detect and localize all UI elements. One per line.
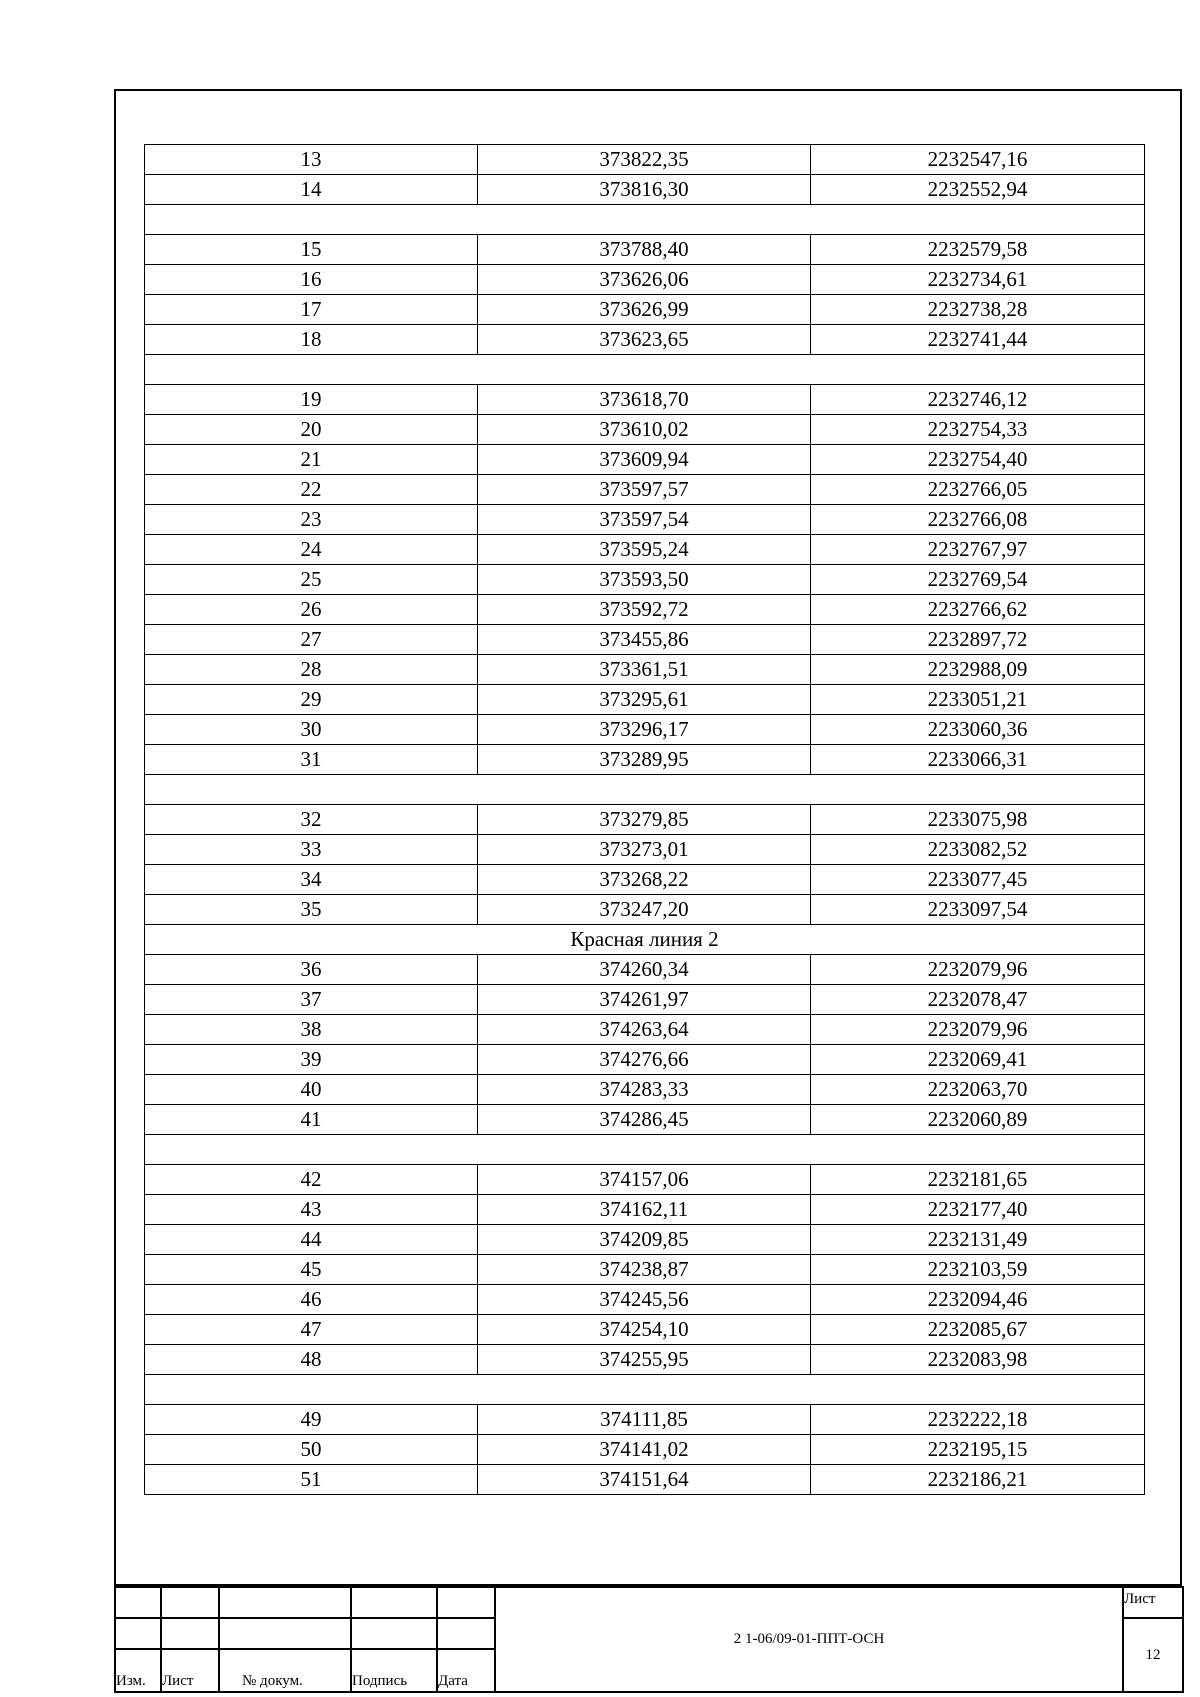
x-coordinate-cell: 373279,85 <box>478 805 811 835</box>
spacer-cell <box>145 1375 1145 1405</box>
table-row <box>145 175 1145 205</box>
x-coordinate-cell: 374238,87 <box>478 1255 811 1285</box>
stamp-label-sheet: Лист <box>161 1649 219 1692</box>
spacer-cell <box>145 355 1145 385</box>
point-number-cell: 28 <box>145 655 478 685</box>
coordinates-table-body <box>145 145 1145 1495</box>
x-coordinate-cell: 373247,20 <box>478 895 811 925</box>
x-coordinate-cell: 373273,01 <box>478 835 811 865</box>
y-coordinate-cell: 2232060,89 <box>811 1105 1145 1135</box>
y-coordinate-cell: 2232746,12 <box>811 385 1145 415</box>
point-number-cell: 15 <box>145 235 478 265</box>
x-coordinate-cell: 373295,61 <box>478 685 811 715</box>
table-row <box>145 385 1145 415</box>
x-coordinate-cell: 373595,24 <box>478 535 811 565</box>
x-coordinate-cell: 374261,97 <box>478 985 811 1015</box>
stamp-cell <box>115 1618 161 1649</box>
point-number-cell: 32 <box>145 805 478 835</box>
stamp-cell <box>437 1618 495 1649</box>
y-coordinate-cell: 2232222,18 <box>811 1405 1145 1435</box>
point-number-cell: 39 <box>145 1045 478 1075</box>
y-coordinate-cell: 2233077,45 <box>811 865 1145 895</box>
y-coordinate-cell: 2232083,98 <box>811 1345 1145 1375</box>
stamp-label-signature: Подпись <box>351 1649 437 1692</box>
x-coordinate-cell: 374255,95 <box>478 1345 811 1375</box>
table-row <box>145 805 1145 835</box>
x-coordinate-cell: 373361,51 <box>478 655 811 685</box>
point-number-cell: 29 <box>145 685 478 715</box>
x-coordinate-cell: 374151,64 <box>478 1465 811 1495</box>
coordinates-table <box>144 144 1145 1495</box>
point-number-cell: 14 <box>145 175 478 205</box>
table-row <box>145 985 1145 1015</box>
x-coordinate-cell: 373788,40 <box>478 235 811 265</box>
y-coordinate-cell: 2232767,97 <box>811 535 1145 565</box>
point-number-cell: 33 <box>145 835 478 865</box>
point-number-cell: 13 <box>145 145 478 175</box>
stamp-cell <box>351 1618 437 1649</box>
table-row <box>145 415 1145 445</box>
point-number-cell: 35 <box>145 895 478 925</box>
document-code: 2 1-06/09-01-ППТ-ОСН <box>495 1587 1123 1692</box>
table-row <box>145 295 1145 325</box>
y-coordinate-cell: 2233075,98 <box>811 805 1145 835</box>
x-coordinate-cell: 374209,85 <box>478 1225 811 1255</box>
x-coordinate-cell: 373626,06 <box>478 265 811 295</box>
table-row <box>145 1105 1145 1135</box>
point-number-cell: 42 <box>145 1165 478 1195</box>
y-coordinate-cell: 2233051,21 <box>811 685 1145 715</box>
y-coordinate-cell: 2233082,52 <box>811 835 1145 865</box>
y-coordinate-cell: 2232988,09 <box>811 655 1145 685</box>
table-row <box>145 745 1145 775</box>
x-coordinate-cell: 373597,57 <box>478 475 811 505</box>
point-number-cell: 48 <box>145 1345 478 1375</box>
y-coordinate-cell: 2232103,59 <box>811 1255 1145 1285</box>
x-coordinate-cell: 373609,94 <box>478 445 811 475</box>
y-coordinate-cell: 2232079,96 <box>811 1015 1145 1045</box>
y-coordinate-cell: 2232131,49 <box>811 1225 1145 1255</box>
point-number-cell: 45 <box>145 1255 478 1285</box>
spacer-cell <box>145 1135 1145 1165</box>
table-row <box>145 625 1145 655</box>
x-coordinate-cell: 374141,02 <box>478 1435 811 1465</box>
y-coordinate-cell: 2232078,47 <box>811 985 1145 1015</box>
x-coordinate-cell: 373626,99 <box>478 295 811 325</box>
table-row <box>145 835 1145 865</box>
x-coordinate-cell: 373289,95 <box>478 745 811 775</box>
x-coordinate-cell: 374157,06 <box>478 1165 811 1195</box>
x-coordinate-cell: 373593,50 <box>478 565 811 595</box>
spacer-row <box>145 205 1145 235</box>
point-number-cell: 34 <box>145 865 478 895</box>
table-row <box>145 955 1145 985</box>
y-coordinate-cell: 2232177,40 <box>811 1195 1145 1225</box>
stamp-label-change: Изм. <box>115 1649 161 1692</box>
point-number-cell: 40 <box>145 1075 478 1105</box>
table-row <box>145 475 1145 505</box>
point-number-cell: 41 <box>145 1105 478 1135</box>
x-coordinate-cell: 374162,11 <box>478 1195 811 1225</box>
spacer-row <box>145 1135 1145 1165</box>
table-row <box>145 655 1145 685</box>
sheet-label: Лист <box>1123 1587 1183 1618</box>
spacer-cell <box>145 205 1145 235</box>
table-row <box>145 715 1145 745</box>
y-coordinate-cell: 2232754,33 <box>811 415 1145 445</box>
table-row <box>145 595 1145 625</box>
y-coordinate-cell: 2232069,41 <box>811 1045 1145 1075</box>
x-coordinate-cell: 373597,54 <box>478 505 811 535</box>
x-coordinate-cell: 373822,35 <box>478 145 811 175</box>
section-title: Красная линия 2 <box>145 925 1145 955</box>
table-row <box>145 445 1145 475</box>
x-coordinate-cell: 373618,70 <box>478 385 811 415</box>
point-number-cell: 30 <box>145 715 478 745</box>
x-coordinate-cell: 373296,17 <box>478 715 811 745</box>
x-coordinate-cell: 374254,10 <box>478 1315 811 1345</box>
table-row <box>145 895 1145 925</box>
table-row <box>145 1165 1145 1195</box>
sheet-number: 12 <box>1123 1618 1183 1692</box>
point-number-cell: 17 <box>145 295 478 325</box>
x-coordinate-cell: 373623,65 <box>478 325 811 355</box>
stamp-cell <box>219 1618 351 1649</box>
y-coordinate-cell: 2232579,58 <box>811 235 1145 265</box>
y-coordinate-cell: 2232085,67 <box>811 1315 1145 1345</box>
table-row <box>145 685 1145 715</box>
point-number-cell: 21 <box>145 445 478 475</box>
stamp-cell <box>437 1587 495 1618</box>
y-coordinate-cell: 2232769,54 <box>811 565 1145 595</box>
point-number-cell: 18 <box>145 325 478 355</box>
x-coordinate-cell: 373268,22 <box>478 865 811 895</box>
y-coordinate-cell: 2232734,61 <box>811 265 1145 295</box>
x-coordinate-cell: 374263,64 <box>478 1015 811 1045</box>
stamp-cell <box>219 1587 351 1618</box>
point-number-cell: 25 <box>145 565 478 595</box>
x-coordinate-cell: 374111,85 <box>478 1405 811 1435</box>
point-number-cell: 22 <box>145 475 478 505</box>
table-row <box>145 1255 1145 1285</box>
y-coordinate-cell: 2232547,16 <box>811 145 1145 175</box>
stamp-label-document-number: № докум. <box>219 1649 351 1692</box>
x-coordinate-cell: 373592,72 <box>478 595 811 625</box>
spacer-row <box>145 1375 1145 1405</box>
y-coordinate-cell: 2232738,28 <box>811 295 1145 325</box>
point-number-cell: 26 <box>145 595 478 625</box>
y-coordinate-cell: 2232766,05 <box>811 475 1145 505</box>
point-number-cell: 19 <box>145 385 478 415</box>
x-coordinate-cell: 373816,30 <box>478 175 811 205</box>
y-coordinate-cell: 2233066,31 <box>811 745 1145 775</box>
y-coordinate-cell: 2232063,70 <box>811 1075 1145 1105</box>
x-coordinate-cell: 374260,34 <box>478 955 811 985</box>
x-coordinate-cell: 374283,33 <box>478 1075 811 1105</box>
table-row <box>145 1315 1145 1345</box>
table-row <box>145 145 1145 175</box>
table-row <box>145 535 1145 565</box>
spacer-row <box>145 355 1145 385</box>
y-coordinate-cell: 2232186,21 <box>811 1465 1145 1495</box>
point-number-cell: 20 <box>145 415 478 445</box>
y-coordinate-cell: 2233097,54 <box>811 895 1145 925</box>
table-row <box>145 1345 1145 1375</box>
table-row <box>145 565 1145 595</box>
table-row <box>145 1435 1145 1465</box>
x-coordinate-cell: 373610,02 <box>478 415 811 445</box>
point-number-cell: 50 <box>145 1435 478 1465</box>
table-row <box>145 1075 1145 1105</box>
y-coordinate-cell: 2232181,65 <box>811 1165 1145 1195</box>
y-coordinate-cell: 2232741,44 <box>811 325 1145 355</box>
point-number-cell: 51 <box>145 1465 478 1495</box>
table-row <box>145 265 1145 295</box>
point-number-cell: 27 <box>145 625 478 655</box>
stamp-cell <box>351 1587 437 1618</box>
y-coordinate-cell: 2232079,96 <box>811 955 1145 985</box>
table-row <box>145 865 1145 895</box>
point-number-cell: 37 <box>145 985 478 1015</box>
spacer-row <box>145 775 1145 805</box>
y-coordinate-cell: 2232897,72 <box>811 625 1145 655</box>
point-number-cell: 44 <box>145 1225 478 1255</box>
point-number-cell: 23 <box>145 505 478 535</box>
point-number-cell: 49 <box>145 1405 478 1435</box>
y-coordinate-cell: 2232195,15 <box>811 1435 1145 1465</box>
table-row <box>145 505 1145 535</box>
table-row <box>145 235 1145 265</box>
section-row <box>145 925 1145 955</box>
point-number-cell: 47 <box>145 1315 478 1345</box>
y-coordinate-cell: 2232766,08 <box>811 505 1145 535</box>
x-coordinate-cell: 373455,86 <box>478 625 811 655</box>
y-coordinate-cell: 2233060,36 <box>811 715 1145 745</box>
point-number-cell: 31 <box>145 745 478 775</box>
y-coordinate-cell: 2232094,46 <box>811 1285 1145 1315</box>
table-row <box>145 1045 1145 1075</box>
table-row <box>145 1015 1145 1045</box>
stamp-cell <box>161 1618 219 1649</box>
title-block <box>114 1586 1184 1693</box>
point-number-cell: 24 <box>145 535 478 565</box>
point-number-cell: 16 <box>145 265 478 295</box>
stamp-cell <box>115 1587 161 1618</box>
spacer-cell <box>145 775 1145 805</box>
table-row <box>145 1195 1145 1225</box>
table-row <box>145 1465 1145 1495</box>
y-coordinate-cell: 2232766,62 <box>811 595 1145 625</box>
point-number-cell: 46 <box>145 1285 478 1315</box>
point-number-cell: 43 <box>145 1195 478 1225</box>
table-row <box>145 1285 1145 1315</box>
x-coordinate-cell: 374276,66 <box>478 1045 811 1075</box>
y-coordinate-cell: 2232552,94 <box>811 175 1145 205</box>
point-number-cell: 38 <box>145 1015 478 1045</box>
y-coordinate-cell: 2232754,40 <box>811 445 1145 475</box>
x-coordinate-cell: 374245,56 <box>478 1285 811 1315</box>
point-number-cell: 36 <box>145 955 478 985</box>
table-row <box>145 1225 1145 1255</box>
stamp-label-date: Дата <box>437 1649 495 1692</box>
table-row <box>145 1405 1145 1435</box>
x-coordinate-cell: 374286,45 <box>478 1105 811 1135</box>
stamp-cell <box>161 1587 219 1618</box>
table-row <box>145 325 1145 355</box>
